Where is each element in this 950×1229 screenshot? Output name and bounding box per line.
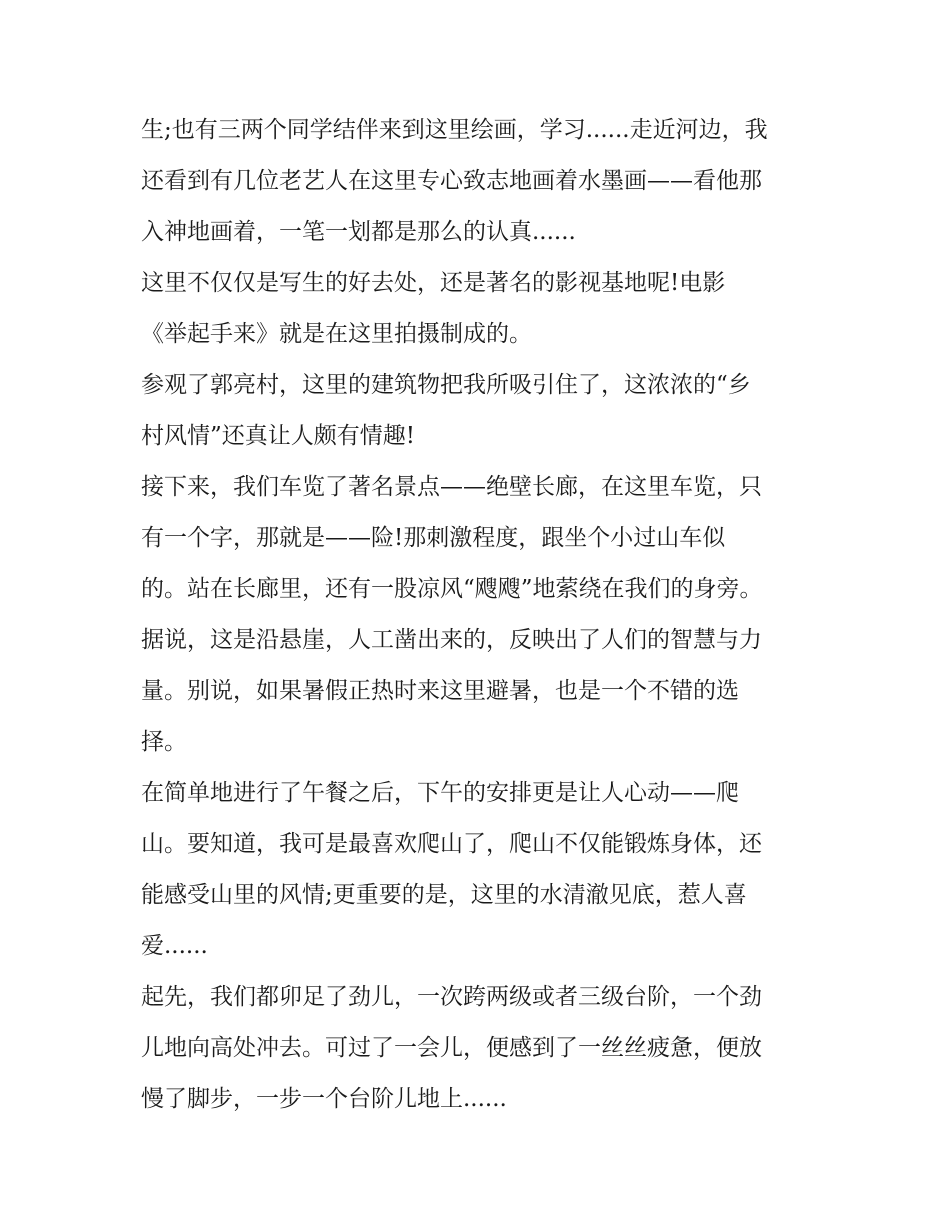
text-line: 能感受山里的风情;更重要的是，这里的水清澈见底，惹人喜 — [141, 882, 747, 908]
text-line: 慢了脚步，一步一个台阶儿地上...... — [141, 1086, 507, 1112]
text-line: 据说，这是沿悬崖，人工凿出来的，反映出了人们的智慧与力 — [141, 627, 762, 653]
text-line: 儿地向高处冲去。可过了一会儿，便感到了一丝丝疲惫，便放 — [141, 1035, 762, 1061]
text-line: 的。站在长廊里，还有一股凉风“飕飕”地萦绕在我们的身旁。 — [141, 576, 763, 602]
text-line: 择。 — [141, 729, 187, 755]
text-line: 参观了郭亮村，这里的建筑物把我所吸引住了，这浓浓的“乡 — [141, 372, 751, 398]
text-line: 量。别说，如果暑假正热时来这里避暑，也是一个不错的选 — [141, 678, 739, 704]
text-line: 生;也有三两个同学结伴来到这里绘画，学习......走近河边，我 — [141, 117, 768, 143]
text-line: 接下来，我们车览了著名景点——绝壁长廊，在这里车览，只 — [141, 474, 762, 500]
text-line: 这里不仅仅是写生的好去处，还是著名的影视基地呢!电影 — [141, 270, 726, 296]
document-body — [141, 105, 821, 1125]
text-line: 在简单地进行了午餐之后，下午的安排更是让人心动——爬 — [141, 780, 739, 806]
text-line: 村风情”还真让人颇有情趣! — [141, 423, 416, 449]
text-line: 还看到有几位老艺人在这里专心致志地画着水墨画——看他那 — [141, 168, 762, 194]
text-line: 起先，我们都卯足了劲儿，一次跨两级或者三级台阶，一个劲 — [141, 984, 762, 1010]
text-line: 《举起手来》就是在这里拍摄制成的。 — [141, 321, 532, 347]
text-line: 爱...... — [141, 933, 208, 959]
text-line: 有一个字，那就是——险!那刺激程度，跟坐个小过山车似 — [141, 525, 726, 551]
text-line: 入神地画着，一笔一划都是那么的认真...... — [141, 219, 576, 245]
text-line: 山。要知道，我可是最喜欢爬山了，爬山不仅能锻炼身体，还 — [141, 831, 762, 857]
